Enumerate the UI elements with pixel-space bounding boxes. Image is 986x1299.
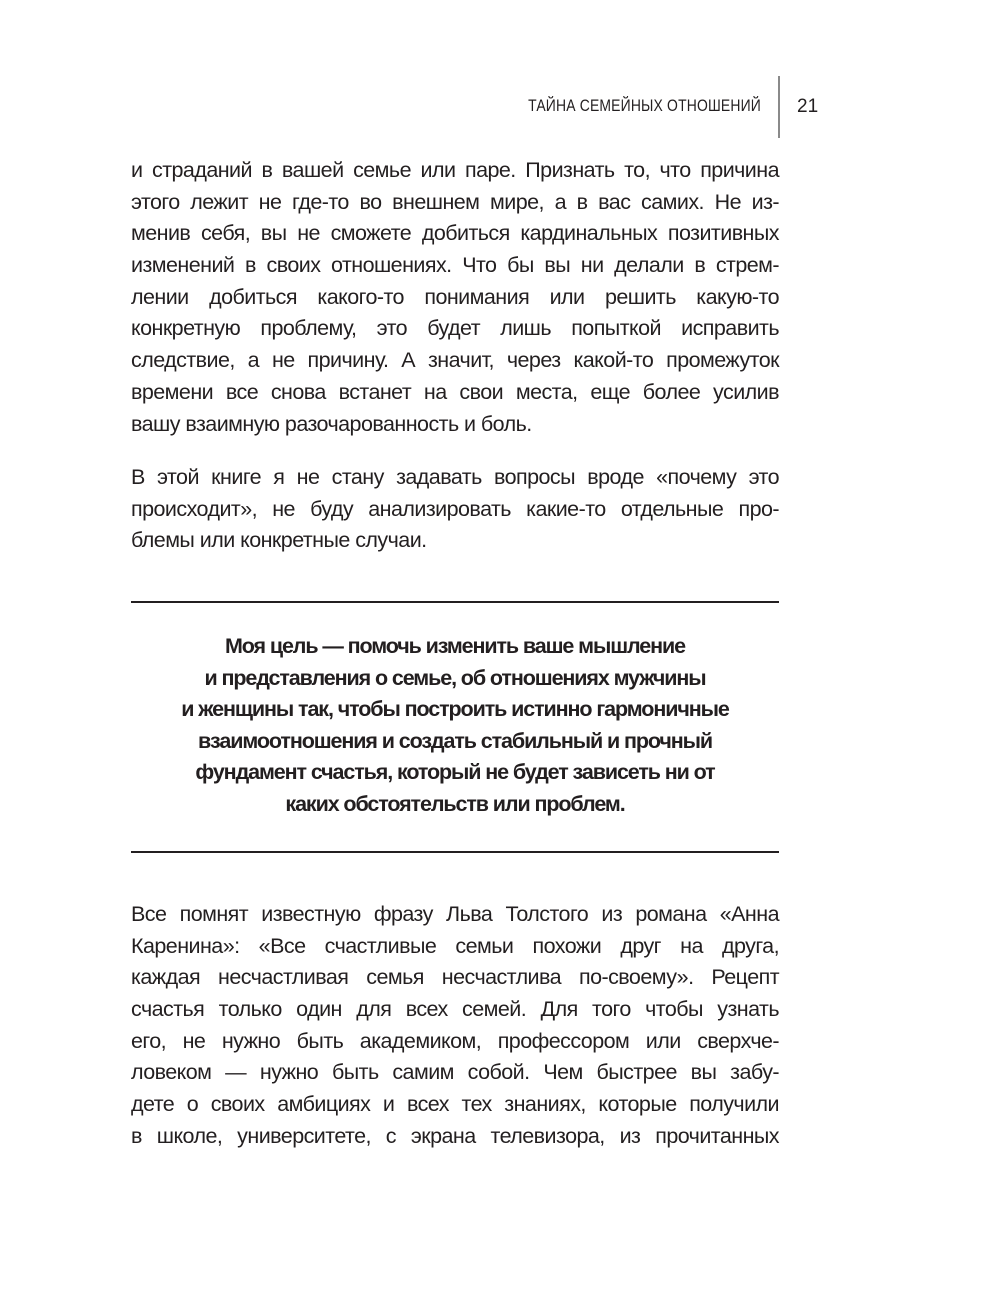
- text-line: менив себя, вы не сможете добиться кардинальных позитивных: [131, 221, 779, 246]
- text-line: блемы или конкретные случаи.: [131, 528, 427, 553]
- page-number: 21: [797, 96, 819, 117]
- callout-line: и представления о семье, об отношениях мужчины: [204, 665, 706, 690]
- callout-line: и женщины так, чтобы построить истинно гармоничные: [181, 697, 729, 721]
- text-line: и страданий в вашей семье или паре. Признать то, что причина: [131, 158, 779, 182]
- callout-bottom-rule: [131, 851, 779, 853]
- text-line: этого лежит не где-то во внешнем мире, а в вас самих. Не из-: [131, 189, 779, 214]
- callout-line: взаимоотношения и создать стабильный и прочный: [197, 728, 713, 753]
- text-line: вашу взаимную разочарованность и боль.: [131, 411, 532, 436]
- callout-line: Моя цель — помочь изменить ваше мышление: [224, 634, 686, 658]
- text-line: В этой книге я не стану задавать вопросы вроде «почему это: [131, 465, 779, 489]
- text-line: каждая несчастливая семья несчастлива по-своему». Рецепт: [131, 965, 779, 990]
- text-line: в школе, университете, с экрана телевизора, из прочитанных: [131, 1123, 779, 1148]
- running-title: ТАЙНА СЕМЕЙНЫХ ОТНОШЕНИЙ: [528, 96, 761, 115]
- text-line: следствие, а не причину. А значит, через какой-то промежуток: [131, 348, 779, 373]
- text-line: Все помнят известную фразу Льва Толстого из романа «Анна: [131, 902, 779, 926]
- text-line: ловеком — нужно быть самим собой. Чем быстрее вы забу-: [131, 1060, 779, 1085]
- text-line: дете о своих амбициях и всех тех знаниях, которые получили: [131, 1092, 779, 1117]
- callout-line: фундамент счастья, который не будет зависеть ни от: [195, 760, 715, 784]
- callout-quote: [131, 631, 779, 820]
- text-line: его, не нужно быть академиком, профессором или сверхче-: [131, 1028, 779, 1053]
- paragraph-1: [131, 155, 779, 440]
- text-line: времени все снова встанет на свои места, еще более усилив: [131, 379, 779, 404]
- text-line: счастья только один для всех семей. Для того чтобы узнать: [131, 997, 779, 1022]
- callout-line: каких обстоятельств или проблем.: [285, 791, 625, 816]
- paragraph-2: [131, 462, 779, 557]
- text-line: происходит», не буду анализировать какие-то отдельные про-: [131, 496, 779, 521]
- text-line: Каренина»: «Все счастливые семьи похожи друг на друга,: [131, 933, 779, 958]
- header-divider: [778, 76, 780, 138]
- paragraph-3: [131, 899, 779, 1153]
- text-line: конкретную проблему, это будет лишь попыткой исправить: [131, 316, 779, 341]
- callout-top-rule: [131, 601, 779, 603]
- text-line: лении добиться какого-то понимания или решить какую-то: [131, 284, 779, 309]
- text-line: изменений в своих отношениях. Что бы вы ни делали в стрем-: [131, 253, 779, 278]
- running-head: [0, 96, 986, 126]
